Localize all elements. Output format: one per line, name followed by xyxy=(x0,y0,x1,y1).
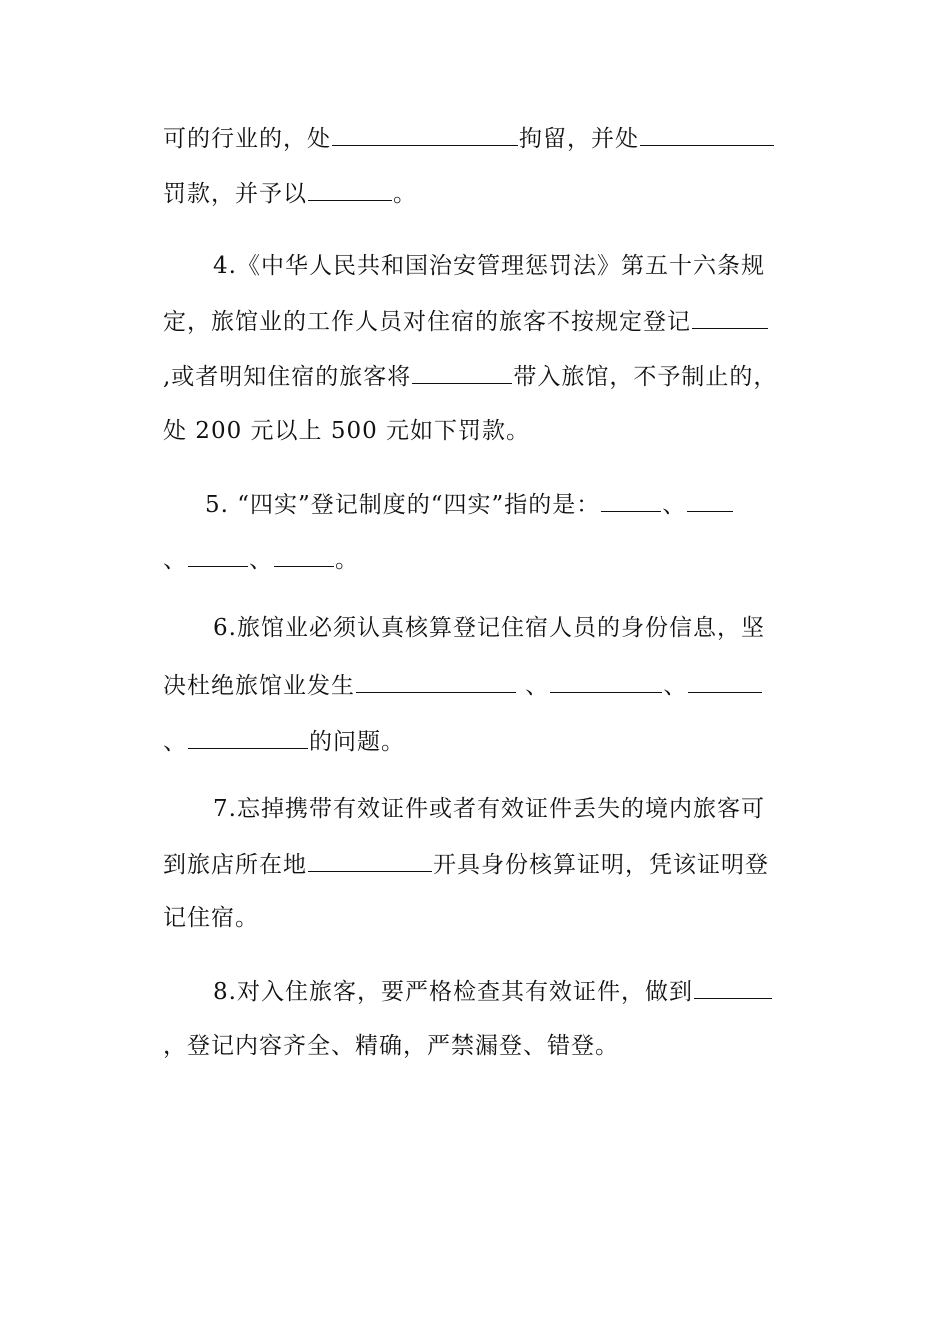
text-segment: 可的行业的，处 xyxy=(163,126,331,152)
text-line xyxy=(163,670,803,701)
text-segment: 、 xyxy=(163,729,187,755)
text-segment: 、 xyxy=(663,673,688,699)
text-segment: 定，旅馆业的工作人员对住宿的旅客不按规定登记 xyxy=(163,309,691,335)
answer-blank xyxy=(308,849,432,872)
answer-blank xyxy=(694,976,772,999)
text-segment: 8.对入住旅客，要严格检查其有效证件，做到 xyxy=(213,979,693,1005)
text-segment: 、 xyxy=(249,547,273,573)
text-line xyxy=(163,726,803,757)
question-5-line xyxy=(205,489,805,520)
answer-blank xyxy=(601,489,661,512)
text-line xyxy=(163,903,803,933)
text-segment: 带入旅馆，不予制止的， xyxy=(513,364,778,390)
text-segment: 处 200 元以上 500 元如下罚款。 xyxy=(163,418,531,444)
text-line xyxy=(163,123,803,154)
text-segment: 、 xyxy=(517,673,550,699)
text-segment: 记住宿。 xyxy=(163,905,259,931)
text-segment: 6.旅馆业必须认真核算登记住宿人员的身份信息，坚 xyxy=(213,615,765,641)
text-line xyxy=(163,849,803,880)
text-segment: ,或者明知住宿的旅客将 xyxy=(163,364,412,390)
text-segment: 的问题。 xyxy=(309,729,405,755)
text-segment: 决杜绝旅馆业发生 xyxy=(163,673,355,699)
answer-blank xyxy=(356,670,516,693)
text-segment: 。 xyxy=(335,547,359,573)
text-line xyxy=(163,361,803,392)
answer-blank xyxy=(550,670,662,693)
question-6-line xyxy=(213,613,803,643)
text-segment: 到旅店所在地 xyxy=(163,852,307,878)
text-segment: 拘留，并处 xyxy=(519,126,639,152)
text-segment: 。 xyxy=(393,181,417,207)
text-segment: 、 xyxy=(163,547,187,573)
text-line xyxy=(163,1031,803,1061)
text-line xyxy=(163,306,803,337)
text-segment: 4.《中华人民共和国治安管理惩罚法》第五十六条规 xyxy=(213,253,765,279)
text-line xyxy=(163,544,803,575)
answer-blank xyxy=(188,544,248,567)
text-line xyxy=(163,178,803,209)
answer-blank xyxy=(687,489,733,512)
question-4-line xyxy=(213,251,803,281)
answer-blank xyxy=(640,123,774,146)
text-segment: 开具身份核算证明，凭该证明登 xyxy=(433,852,769,878)
text-line xyxy=(163,416,803,446)
question-8-line xyxy=(213,976,803,1007)
text-segment: 7.忘掉携带有效证件或者有效证件丢失的境内旅客可 xyxy=(213,796,765,822)
answer-blank xyxy=(688,670,762,693)
text-segment: 罚款，并予以 xyxy=(163,181,307,207)
question-7-line xyxy=(213,794,803,824)
answer-blank xyxy=(274,544,334,567)
text-segment: ，登记内容齐全、精确，严禁漏登、错登。 xyxy=(163,1033,619,1059)
answer-blank xyxy=(188,726,308,749)
answer-blank xyxy=(308,178,392,201)
answer-blank xyxy=(332,123,518,146)
answer-blank xyxy=(692,306,768,329)
text-segment: 5. “四实”登记制度的“四实”指的是： xyxy=(205,492,601,518)
answer-blank xyxy=(412,361,512,384)
text-segment: 、 xyxy=(662,492,687,518)
